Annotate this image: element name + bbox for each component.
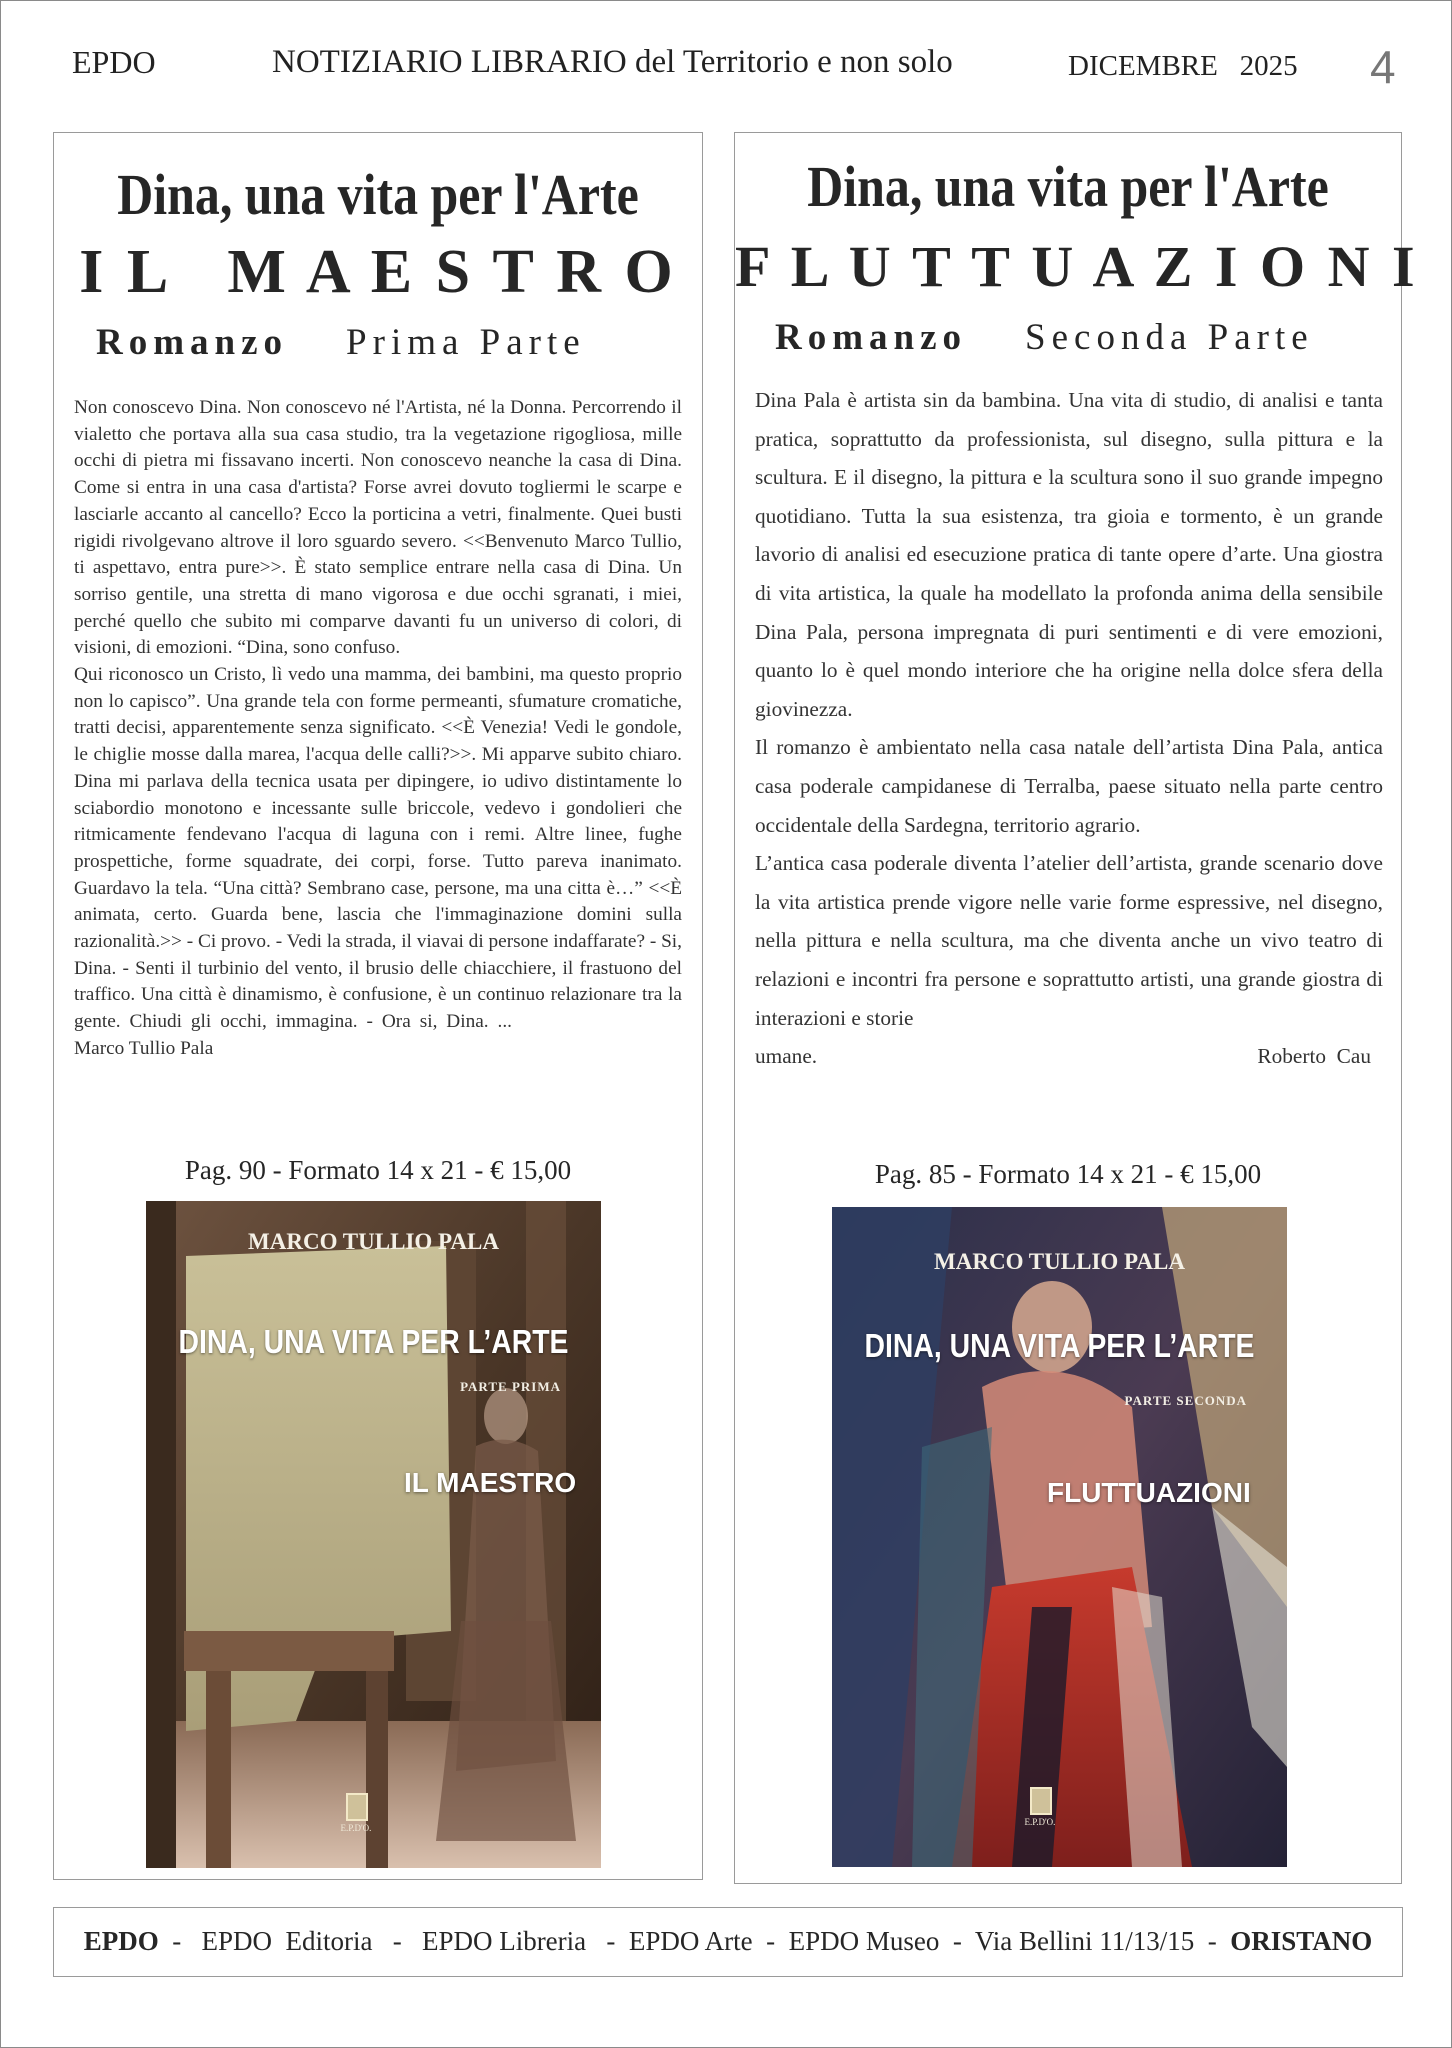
right-signature-line <box>755 1037 1383 1076</box>
publisher-logo <box>346 1793 368 1821</box>
header-title: NOTIZIARIO LIBRARIO del Territorio e non solo <box>272 44 953 80</box>
right-article-title: Dina, una vita per l'Arte <box>807 154 1329 219</box>
left-cover-publisher: E.P.D'O. <box>340 1823 372 1833</box>
left-part: Prima Parte <box>346 322 586 363</box>
right-cover-subtitle: FLUTTUAZIONI <box>1047 1477 1251 1508</box>
right-article <box>734 132 1419 1884</box>
left-article-body <box>74 395 682 1063</box>
left-genre: Romanzo <box>96 322 289 363</box>
left-book-price: Pag. 90 - Formato 14 x 21 - € 15,00 <box>184 1155 572 1185</box>
left-article <box>53 132 703 1880</box>
right-part: Seconda Parte <box>1025 317 1314 358</box>
left-cover-author: MARCO TULLIO PALA <box>248 1229 499 1254</box>
footer-links: - EPDO Editoria - EPDO Libreria - EPDO Arte - EPDO Museo - Via Bellini 11/13/15 - <box>158 1926 1231 1956</box>
footer-city: ORISTANO <box>1230 1926 1373 1956</box>
left-cover-subtitle: IL MAESTRO <box>404 1467 577 1498</box>
right-cover-title: DINA, UNA VITA PER L’ARTE <box>864 1327 1255 1364</box>
left-paragraph-text: Qui riconosco un Cristo, lì vedo una mamma, dei bambini, ma questo proprio non lo capisco”. Una grande tela con forme permeanti, sfumature cromatiche, tratti decisi, apparentemente senza significato. <<È Venezia! Vedi le gondole, le chiglie mosse dalla marea, l'acqua delle calli?>>. Mi apparve subito chiaro. Dina mi parlava della tecnica usata per dipingere, io udivo distintamente lo sciabordio monotono e incessante sulle briccole, vedevo i gondolieri che ritmicamente fendevano l'acqua di laguna con i remi. Altre linee, fughe prospettiche, forme squadrate, dei corpi, forse. Tutto pareva inanimato. Guardavo la tela. “Una città? Sembrano case, persone, ma una citta è…” <<È animata, certo. Guarda bene, lascia che l'immaginazione domini sulla razionalità.>> - Ci provo. - Vedi la strada, il viavai di persone indaffarate? - Si, Dina. - Senti il turbinio del vento, il brusio delle chiacchiere, il frastuono del traffico. Una città è dinamismo, è confusione, è un continuo relazionare tra la gente. Chiudi gli occhi, immagina. - Ora si, Dina. ... <box>74 664 682 1033</box>
right-paragraph: L’antica casa poderale diventa l’atelier dell’artista, grande scenario dove la vita artistica prende vigore nelle varie forme espressive, nel disegno, nella pittura e nella scultura, ma che diventa anche un vivo teatro di relazioni e incontri fra persone e soprattutto artisti, una grande giostra di interazioni e storie <box>755 851 1383 1030</box>
footer-bar <box>53 1907 1403 1977</box>
footer-text <box>54 1926 1402 1957</box>
right-article-subheading <box>775 316 1441 359</box>
right-last-line: umane. <box>755 1044 818 1069</box>
left-article-title: Dina, una vita per l'Arte <box>117 162 639 227</box>
left-article-subtitle: I L M A E S T R O <box>79 238 677 306</box>
header-date: DICEMBRE 2025 <box>1068 50 1298 82</box>
left-book-cover <box>146 1201 601 1868</box>
header-publisher: EPDO <box>72 44 156 80</box>
left-paragraph: Non conoscevo Dina. Non conoscevo né l'Artista, né la Donna. Percorrendo il vialetto che portava alla sua casa studio, tra la vegetazione rigogliosa, mille occhi di pietra mi fissavano incerti. Non conoscevo neanche la casa di Dina. Come si entra in una casa d'artista? Forse avrei dovuto togliermi le scarpe e lasciarle accanto al cancello? Ecco la porticina a vetri, finalmente. Quei busti rigidi rivolgevano altrove il loro sguardo severo. <<Benvenuto Marco Tullio, ti aspettavo, entra pure>>. È stato semplice entrare nella casa di Dina. Un sorriso gentile, una stretta di mano vigorosa e due occhi sgranati, i miei, perché quello che subito mi comparve davanti fu un universo di colori, di visioni, di emozioni. “Dina, sono confuso. <box>74 397 682 659</box>
publisher-logo <box>1030 1787 1052 1815</box>
right-book-price: Pag. 85 - Formato 14 x 21 - € 15,00 <box>874 1159 1262 1189</box>
right-article-body <box>755 381 1383 1076</box>
left-cover-title: DINA, UNA VITA PER L’ARTE <box>178 1323 569 1360</box>
right-paragraph: Il romanzo è ambientato nella casa natale dell’artista Dina Pala, antica casa poderale campidanese di Terralba, paese situato nella parte centro occidentale della Sardegna, territorio agrario. <box>755 735 1383 837</box>
right-cover-author: MARCO TULLIO PALA <box>934 1249 1185 1274</box>
left-cover-part: PARTE PRIMA <box>460 1379 561 1394</box>
right-article-subtitle: F L U T T U A Z I O N I <box>735 234 1419 299</box>
right-cover-publisher: E.P.D'O. <box>1024 1817 1056 1827</box>
right-cover-part: PARTE SECONDA <box>1124 1393 1247 1408</box>
left-cover-art <box>146 1201 601 1868</box>
left-paragraph <box>74 662 682 1063</box>
right-book-cover <box>832 1207 1287 1867</box>
footer-brand: EPDO <box>83 1926 159 1956</box>
right-cover-art <box>832 1207 1287 1867</box>
right-signature: Roberto Cau <box>1257 1044 1371 1069</box>
left-signature: Marco Tullio Pala <box>74 1037 214 1059</box>
right-genre: Romanzo <box>775 317 968 358</box>
left-article-subheading <box>96 321 744 364</box>
page-number: 4 <box>1370 41 1396 93</box>
right-paragraph: Dina Pala è artista sin da bambina. Una vita di studio, di analisi e tanta pratica, soprattutto da professionista, sul disegno, sulla pittura e la scultura. E il disegno, la pittura e la scultura sono il suo grande impegno quotidiano. Tutta la sua esistenza, tra gioia e tormento, è un grande lavorio di analisi ed esecuzione pratica di tante opere d’arte. Una giostra di vita artistica, la quale ha modellato la profonda anima della sensibile Dina Pala, persona impregnata di puri sentimenti e di vere emozioni, quanto lo è quel mondo interiore che ha origine nella dolce sfera della giovinezza. <box>755 388 1383 721</box>
